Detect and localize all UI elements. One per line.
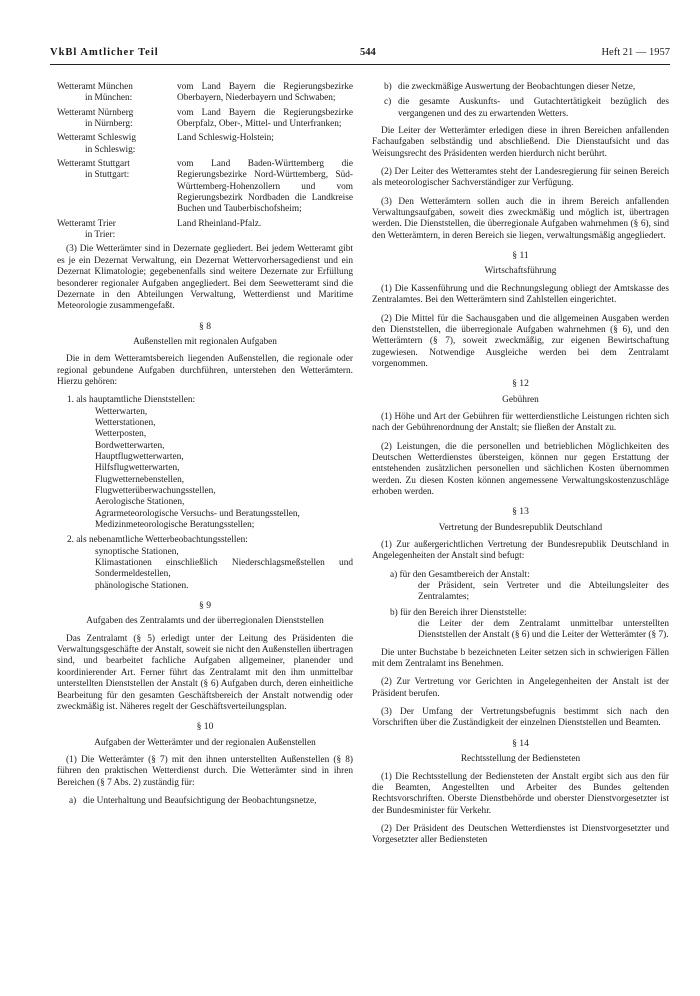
- wetteramt-area: vom Land Bayern die Regierungsbezirke Oberbayern, Niederbayern und Schwaben;: [177, 82, 353, 104]
- header-issue: Heft 21 — 1957: [601, 47, 670, 58]
- wetteramt-area: Land Schleswig-Holstein;: [177, 133, 274, 144]
- wetteramt-entry: [57, 108, 353, 131]
- wetteramt-area: vom Land Baden-Württemberg die Regierungsbezirke Nord-Württemberg, Süd-Württemberg-Hohenzollern und vom Regierungsbezirk Nordbaden die Landkreise Buchen und Tauberbischofsheim;: [177, 159, 353, 215]
- header-page-number: 544: [360, 47, 376, 58]
- list-hauptamtlich: [67, 395, 353, 531]
- paragraph: Die Leiter der Wetterämter erledigen diese in ihren Bereichen anfallenden Fachaufgaben selbständig und abschließend. Die Dienstaufsicht und das Weisungsrecht des Präsidenten werden hierdurch nicht berührt.: [372, 126, 669, 159]
- section-number: § 13: [512, 506, 529, 518]
- section-title: Wirtschaftsführung: [484, 266, 557, 277]
- list-item: Wetterposten,: [95, 429, 147, 440]
- paragraph: Die unter Buchstabe b bezeichneten Leiter setzen sich in schwierigen Fällen mit dem Zentralamt ins Benehmen.: [372, 647, 669, 670]
- section-number: § 10: [196, 721, 214, 733]
- paragraph: (2) Der Präsident des Deutschen Wetterdienstes ist Dienstvorgesetzter und Vorgesetzter aller Bediensteten: [372, 823, 669, 846]
- list-item: Aerologische Stationen,: [95, 497, 185, 508]
- wetteramt-entry: [57, 133, 353, 156]
- wetteramt-seat: in München:: [85, 93, 133, 104]
- list-item: synoptische Stationen,: [95, 546, 179, 557]
- list-item: phänologische Stationen.: [95, 580, 189, 591]
- page-header: [50, 47, 670, 63]
- item-text: die Leiter der dem Zentralamt unmittelbar unterstellten Dienststellen der Anstalt (§ 6) und die Leiter der Wetterämter (§ 7).: [418, 619, 669, 641]
- list-item: Bordwetterwarten,: [95, 440, 165, 451]
- enumerated-item: [69, 796, 353, 807]
- item-text: die Unterhaltung und Beaufsichtigung der Beobachtungsnetze,: [83, 795, 317, 806]
- paragraph: (1) Die Wetterämter (§ 7) mit den ihnen unterstellten Außenstellen (§ 8) führen den praktischen Wetterdienst durch. Die Wetterämter sind in ihren Bereichen (§ 7 Abs. 2) zuständig für:: [57, 754, 353, 788]
- wetteramt-seat: in Trier:: [85, 230, 116, 241]
- section-number: § 11: [512, 250, 529, 262]
- left-column: [57, 82, 353, 811]
- list-item: Hilfsflugwetterwarten,: [95, 463, 180, 474]
- item-marker: c): [384, 97, 392, 108]
- paragraph: (1) Die Rechtsstellung der Bediensteten der Anstalt ergibt sich aus den für die Beamten, Angestellten und Arbeiter des Bundes geltenden Rechtsvorschriften. Oberste Dienstbehörde und oberster Dienstvorgesetzter ist der Bundesminister für Verkehr.: [372, 771, 669, 816]
- paragraph: Die in dem Wetteramtsbereich liegenden Außenstellen, die regionale oder regional gebundene Aufgaben durchführen, unterstehen den Wetterämtern. Hierzu gehören:: [57, 354, 353, 387]
- paragraph: (1) Zur außergerichtlichen Vertretung der Bundesrepublik Deutschland in Angelegenheiten der Anstalt sind befugt:: [372, 540, 669, 562]
- paragraph: (2) Zur Vertretung vor Gerichten in Angelegenheiten der Anstalt ist der Präsident berufen.: [372, 677, 669, 699]
- paragraph: (1) Die Kassenführung und die Rechnungslegung obliegt der Amtskasse des Zentralamtes. Bei den Wetterämtern sind Zahlstellen eingerichtet.: [372, 283, 669, 306]
- enumerated-item: [390, 608, 669, 642]
- wetteramt-name: Wetteramt Trier: [57, 218, 116, 229]
- item-text: die gesamte Auskunfts- und Gutachtertätigkeit bezüglich des vergangenen und des zu erwartenden Wetters.: [398, 97, 669, 119]
- section-title: Vertretung der Bundesrepublik Deutschland: [438, 522, 603, 533]
- section-title: Gebühren: [502, 394, 539, 405]
- item-lead: a) für den Gesamtbereich der Anstalt:: [390, 569, 530, 580]
- section-title: Aufgaben des Zentralamts und der überregionalen Dienststellen: [86, 616, 324, 627]
- section-title: Außenstellen mit regionalen Aufgaben: [133, 336, 277, 347]
- header-publication: VkBl Amtlicher Teil: [50, 47, 159, 58]
- wetteramt-area: Land Rheinland-Pfalz.: [177, 218, 262, 229]
- wetteramt-seat: in Schleswig:: [85, 144, 136, 155]
- wetteramt-name: Wetteramt Stuttgart: [57, 159, 130, 170]
- wetteramt-name: Wetteramt München: [57, 82, 133, 92]
- right-column: [372, 82, 669, 854]
- wetteramt-entry: [57, 219, 353, 242]
- wetteramt-name: Wetteramt Schleswig: [57, 133, 137, 144]
- list-heading: 1. als hauptamtliche Dienststellen:: [67, 395, 196, 406]
- paragraph: (1) Höhe und Art der Gebühren für wetterdienstliche Leistungen richten sich nach der Gebührenordnung der Anstalt; sie fließen der Anstalt zu.: [372, 411, 669, 434]
- enumerated-item: [384, 97, 669, 120]
- paragraph: (3) Die Wetterämter sind in Dezernate gegliedert. Bei jedem Wetteramt gibt es je ein Dezernat Verwaltung, ein Dezernat Wettervorhersagedienst und ein Dezernat Klimatologie; gegebenenfalls sind weitere Dezernate zur Erfüllung besonderer regionaler Aufgaben angegliedert. Bei dem Seewetteramt sind die Dezernate in den Abteilungen Verwaltung, Wetterdienst und Maritime Meteorologie zusammengefaßt.: [57, 244, 353, 312]
- list-item: Agrarmeteorologische Versuchs- und Beratungsstellen,: [95, 508, 300, 519]
- list-item: Wetterstationen,: [95, 417, 156, 428]
- paragraph: (3) Den Wetterämtern sollen auch die in ihrem Bereich anfallenden Verwaltungsaufgaben, soweit dies zweckmäßig und möglich ist, übertragen werden. Die Dienststellen, die überregionale Aufgaben wahrnehmen (§ 6), sind den Wetterämtern, in deren Bereich sie liegen, verwaltungsmäßig angegliedert.: [372, 196, 669, 241]
- wetteramt-area: vom Land Bayern die Regierungsbezirke Oberpfalz, Ober-, Mittel- und Unterfranken;: [177, 107, 353, 130]
- paragraph: (3) Der Umfang der Vertretungsbefugnis bestimmt sich nach den Vorschriften über die Zuständigkeit der einzelnen Dienststellen und Beamten.: [372, 707, 669, 729]
- section-number: § 8: [199, 320, 211, 332]
- section-number: § 9: [199, 600, 211, 612]
- paragraph: (2) Der Leiter des Wetteramtes steht der Landesregierung für seinen Bereich als meteorologischer Sachverständiger zur Verfügung.: [372, 167, 669, 189]
- section-title: Rechtsstellung der Bediensteten: [460, 754, 581, 765]
- item-lead: b) für den Bereich ihrer Dienststelle:: [390, 607, 527, 618]
- section-title: Aufgaben der Wetterämter und der regionalen Außenstellen: [94, 737, 316, 748]
- wetteramt-seat: in Nürnberg:: [85, 119, 133, 130]
- item-text: der Präsident, sein Vertreter und die Abteilungsleiter des Zentralamtes;: [418, 581, 669, 603]
- paragraph: (2) Die Mittel für die Sachausgaben und die allgemeinen Ausgaben werden den Dienststellen, die überregionale Aufgaben wahrnehmen (§ 6), und den Wetterämtern (§ 7), soweit zweckmäßig, zur eigenen Bewirtschaftung zugewiesen. Notwendige Ausgleiche werden bei dem Zentralamt vorgenommen.: [372, 313, 669, 369]
- paragraph: (2) Leistungen, die die personellen und betrieblichen Möglichkeiten des Deutschen Wetterdienstes übersteigen, können nur gegen Erstattung der entstehenden zusätzlichen personellen und sächlichen Kosten übernommen werden. Zu diesen Kosten können angemessene Verwaltungskostenzuschläge erhoben werden.: [372, 441, 669, 497]
- list-item: Hauptflugwetterwarten,: [95, 451, 184, 462]
- wetteramt-name: Wetteramt Nürnberg: [57, 107, 134, 118]
- list-item: Medizinmeteorologische Beratungsstellen;: [95, 520, 255, 531]
- enumerated-item: [384, 82, 669, 93]
- section-number: § 14: [512, 737, 529, 749]
- wetteramt-list: [57, 82, 353, 241]
- item-text: die zweckmäßige Auswertung der Beobachtungen dieser Netze,: [398, 82, 636, 92]
- list-item: Wetterwarten,: [95, 406, 148, 417]
- wetteramt-entry: [57, 82, 353, 105]
- paragraph: Das Zentralamt (§ 5) erledigt unter der Leitung des Präsidenten die Verwaltungsgeschäfte der Anstalt, soweit sie nicht den Außenstellen übertragen sind, und bearbeitet fachliche Aufgaben allgemeiner, planender und koordinierender Art. Ferner führt das Zentralamt mit den ihm unmittelbar unterstellten Dienststellen der Anstalt (§ 6) Aufgaben durch, deren einheitliche Bearbeitung für den gesamten Geschäftsbereich der Anstalt notwendig oder zweckmäßig ist. Näheres regelt der Geschäftsverteilungsplan.: [57, 633, 353, 712]
- wetteramt-seat: in Stuttgart:: [85, 170, 130, 181]
- item-marker: a): [69, 795, 77, 806]
- list-item: Flugwetterüberwachungsstellen,: [95, 486, 216, 496]
- header-rule: [50, 64, 670, 65]
- item-marker: b): [384, 82, 392, 92]
- section-number: § 12: [512, 378, 529, 390]
- wetteramt-entry: [57, 159, 353, 216]
- list-nebenamtlich: [67, 535, 353, 592]
- list-item: Flugwetternebenstellen,: [95, 474, 185, 485]
- list-item: Klimastationen einschließlich Niederschlagsmeßstellen und Sondermeldestellen,: [95, 558, 353, 580]
- list-heading: 2. als nebenamtliche Wetterbeobachtungsstellen:: [67, 535, 248, 546]
- enumerated-item: [390, 570, 669, 604]
